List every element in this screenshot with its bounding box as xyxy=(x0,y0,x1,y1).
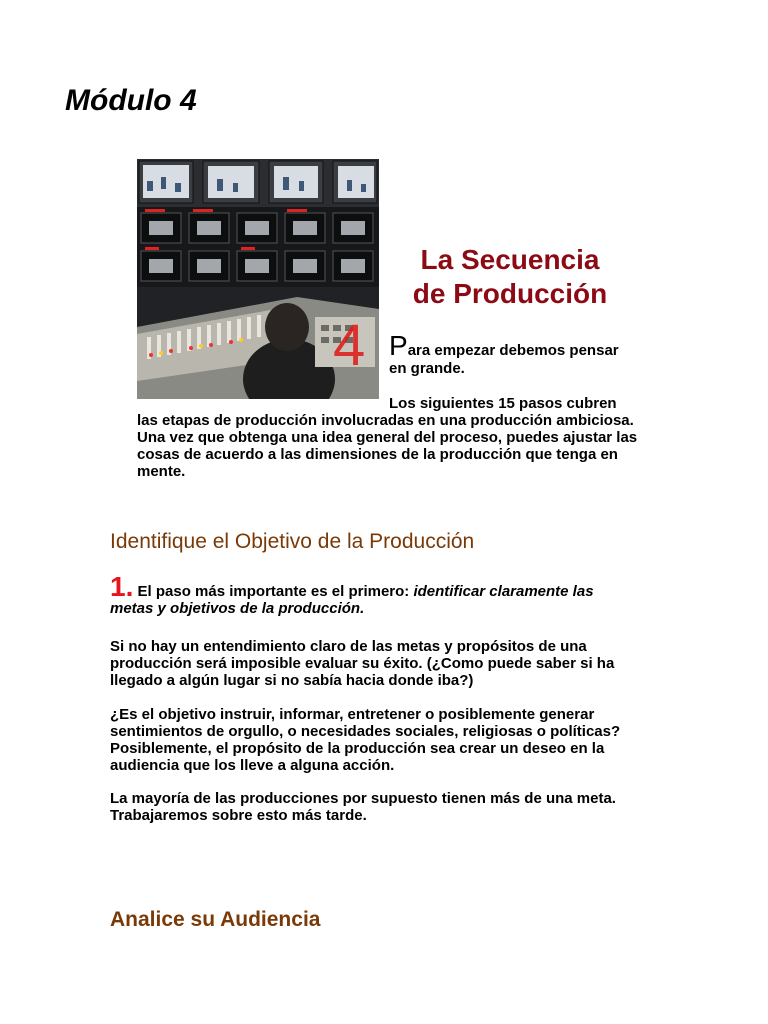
section1-paragraph-1: Si no hay un entendimiento claro de las metas y propósitos de una producción será imposible evaluar su éxito. (¿Como puede saber si ha llegado a algún lugar si no sabía hacia donde iba?) xyxy=(110,638,615,689)
section1-paragraph-3: La mayoría de las producciones por supuesto tienen más de una meta. Trabajaremos sobre esto más tarde. xyxy=(110,790,616,824)
main-heading xyxy=(388,243,632,311)
production-control-room-photo xyxy=(137,159,379,399)
step-1 xyxy=(110,571,630,617)
step-text-em: identificar claramente las metas y objetivos de la producción. xyxy=(110,583,594,617)
intro-paragraph: Los siguientes 15 pasos cubren las etapas de producción involucradas en una producción ambiciosa. Una vez que obtenga una idea general del proceso, puedes ajustar las cosas de acuerdo a las dimensiones de la producción que tenga en mente. xyxy=(137,395,638,480)
step-text: El paso más importante es el primero: xyxy=(137,583,414,600)
step-number: 1. xyxy=(110,571,134,602)
intro-lead xyxy=(389,332,639,377)
main-heading-line1: La Secuencia xyxy=(420,244,600,275)
module-title: Módulo 4 xyxy=(65,84,197,117)
intro-lead-text: ara empezar debemos pensar en grande. xyxy=(389,342,619,377)
section2-heading: Analice su Audiencia xyxy=(110,908,321,931)
section1-paragraph-2: ¿Es el objetivo instruir, informar, entretener o posiblemente generar sentimientos de orgullo, o necesidades sociales, religiosas o políticas? Posiblemente, el propósito de la producción sea crear un deseo en la audiencia que los lleve a alguna acción. xyxy=(110,706,621,774)
main-heading-line2: de Producción xyxy=(412,278,608,309)
photo-overlay-number: 4 xyxy=(333,313,366,378)
dropcap: P xyxy=(389,330,408,361)
section1-heading: Identifique el Objetivo de la Producción xyxy=(110,530,475,553)
